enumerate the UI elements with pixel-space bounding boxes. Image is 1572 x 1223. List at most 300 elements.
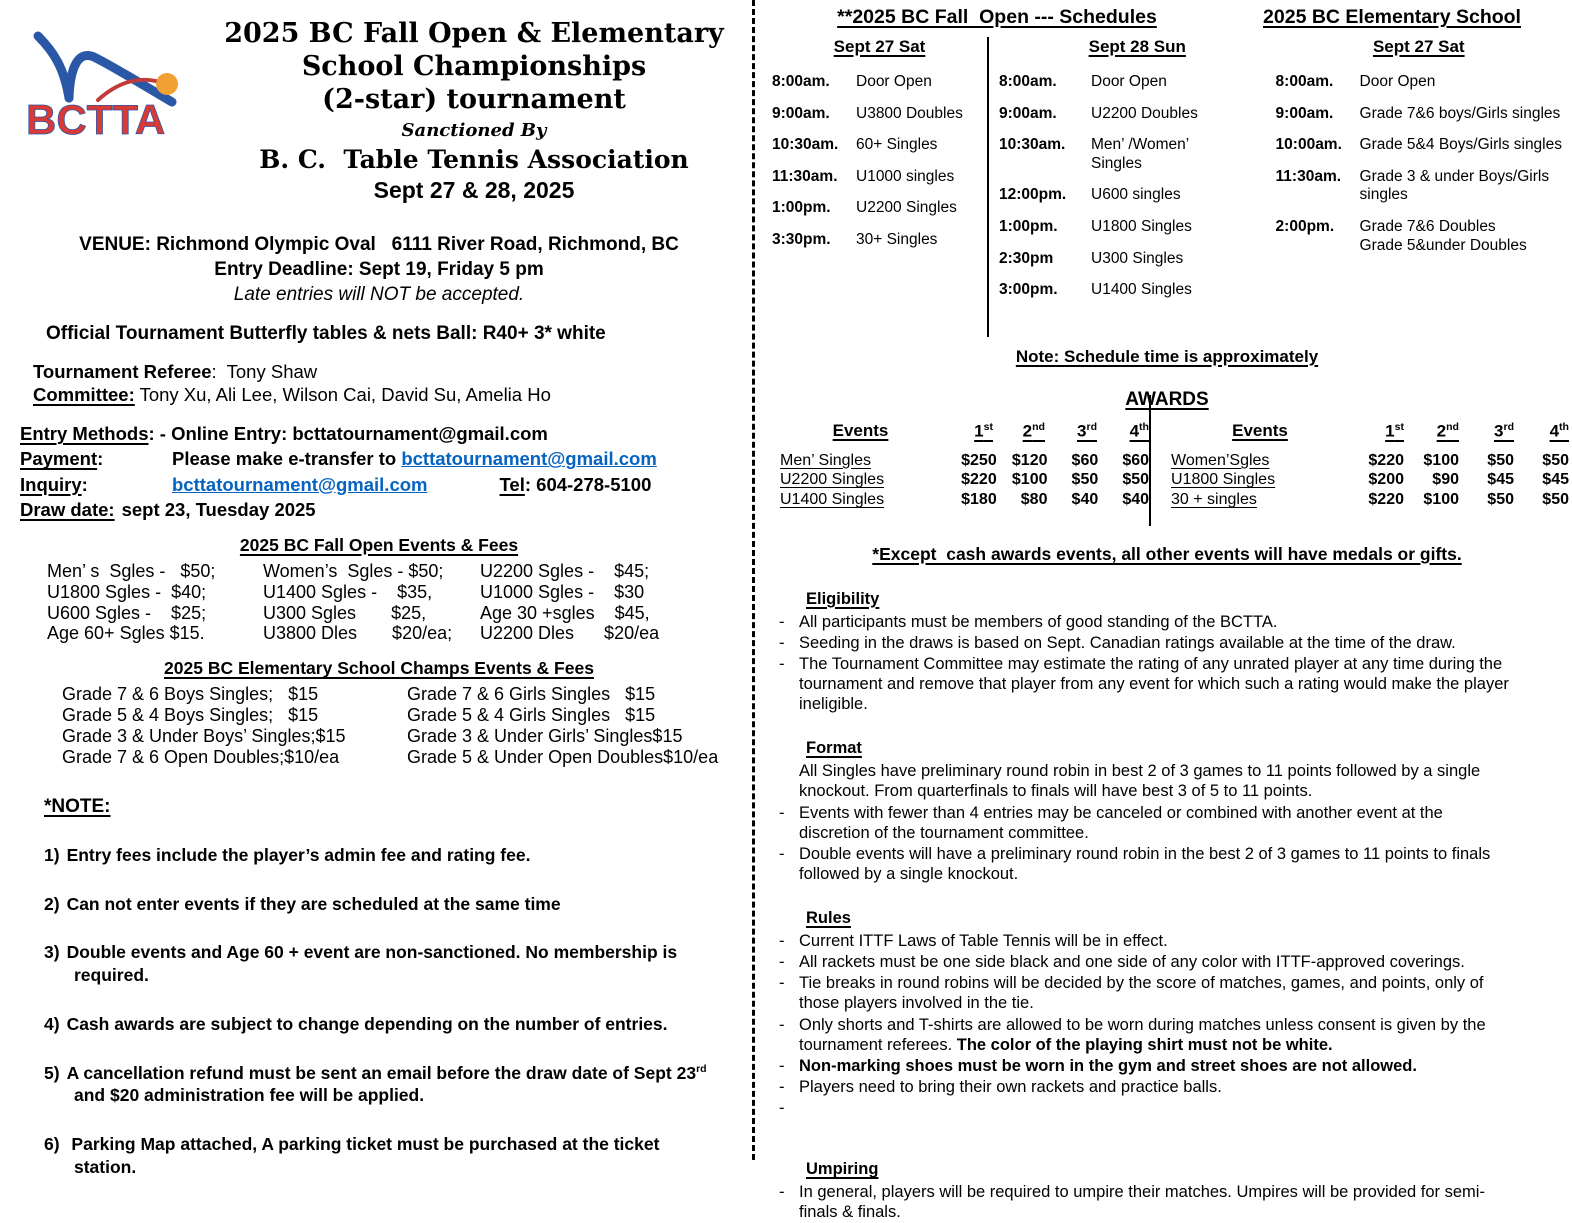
awards-row <box>1171 451 1569 471</box>
fee-cell: U1000 Sgles - $30 <box>480 581 645 602</box>
bullet-dash: - <box>779 844 785 863</box>
schedule-note: Note: Schedule time is approximately <box>1015 347 1319 366</box>
schedule-entry <box>772 73 987 92</box>
draw-date-line <box>20 498 738 521</box>
schedule-entry <box>999 186 1276 205</box>
rank-headers <box>1349 421 1569 442</box>
section-item <box>772 1056 1516 1076</box>
awards-header <box>1171 421 1569 442</box>
ball-icon <box>156 73 178 95</box>
committee-label: Committee: <box>33 384 135 406</box>
rules-sections <box>772 590 1562 1223</box>
fee-cell: Women’s Sgles - $50; <box>263 560 444 581</box>
section-item <box>772 654 1516 714</box>
award-event-name: U1800 Singles <box>1171 471 1276 489</box>
section-item <box>772 761 1516 801</box>
schedule-entries <box>999 73 1276 300</box>
schedule-event-line: U600 singles <box>1091 186 1181 204</box>
schedule-event <box>1091 73 1167 92</box>
section-item <box>772 633 1516 653</box>
awards-divider-line <box>1149 395 1151 526</box>
title-line-3: (2-star) tournament <box>322 83 626 115</box>
schedule-columns <box>772 37 1562 337</box>
section-item <box>772 952 1516 972</box>
bullet-dash: - <box>779 1183 785 1202</box>
rank-header: 3rd <box>1077 421 1097 441</box>
schedule-column <box>987 37 1276 337</box>
note-number: 6) <box>44 1134 60 1155</box>
section-item-text <box>799 633 1516 653</box>
schedule-time: 1:00pm. <box>772 199 831 217</box>
schedule-event <box>856 168 954 187</box>
section-item <box>772 1098 1516 1118</box>
schedule-event-line: U1400 Singles <box>1091 281 1192 299</box>
note-body: Double events and Age 60 + event are non-sanctioned. No membership is <box>66 942 678 963</box>
fee-cell: Grade 7 & 6 Open Doubles;$10/ea <box>62 746 340 767</box>
section-item <box>772 1182 1516 1222</box>
schedule-entry <box>999 73 1276 92</box>
note-continuation: required. <box>74 965 149 986</box>
schedule-event <box>1360 218 1527 255</box>
tournament-dates: Sept 27 & 28, 2025 <box>373 176 575 203</box>
payment-email-link[interactable]: bcttatournament@gmail.com <box>401 448 657 470</box>
schedule-entry <box>772 168 987 187</box>
fall-schedule-title: **2025 BC Fall Open --- Schedules <box>837 6 1157 28</box>
section-item-text <box>799 1182 1516 1222</box>
schedule-event-line: U300 Singles <box>1091 249 1184 267</box>
payment-colon: : <box>97 448 104 470</box>
item-text: Tie breaks in round robins will be decided by the score of matches, games, and points, only of those players involved in the tie. <box>799 974 1484 1013</box>
section-item-text <box>799 973 1516 1013</box>
award-amount: $60 <box>1122 451 1150 469</box>
bctta-logo <box>20 8 210 204</box>
entry-deadline: Entry Deadline: Sept 19, Friday 5 pm <box>214 258 544 280</box>
fee-row <box>47 603 738 624</box>
section-item <box>772 931 1516 951</box>
schedule-event-line: Door Open <box>1091 73 1167 90</box>
note-number: 4) <box>44 1013 60 1034</box>
fee-row <box>47 561 738 582</box>
note-item <box>44 844 738 867</box>
award-amount: $50 <box>1122 471 1150 489</box>
award-amount: $180 <box>961 491 997 508</box>
awards-table-right <box>1149 421 1569 510</box>
association-name: B. C. Table Tennis Association <box>259 144 689 174</box>
fee-cell: Grade 5 & Under Open Doubles$10/ea <box>407 746 719 767</box>
section-item-text <box>799 654 1516 714</box>
schedule-day-header: Sept 27 Sat <box>1372 37 1465 56</box>
section-items <box>772 1182 1516 1222</box>
equipment-line: Official Tournament Butterfly tables & nets Ball: R40+ 3* white <box>46 323 606 345</box>
schedule-event <box>1091 281 1192 300</box>
entry-methods-line <box>20 422 738 445</box>
schedule-event <box>1360 136 1562 155</box>
bullet-dash: - <box>779 974 785 993</box>
item-text: All participants must be members of good standing of the BCTTA. <box>799 612 1278 631</box>
award-amount: $220 <box>961 471 997 489</box>
schedule-entry <box>1276 168 1562 205</box>
venue-block <box>20 232 738 307</box>
schedule-entries <box>772 73 987 250</box>
note-item <box>44 1062 738 1108</box>
section-heading: Umpiring <box>806 1160 879 1179</box>
officials-block <box>20 360 738 406</box>
fall-fees-title: 2025 BC Fall Open Events & Fees <box>239 534 519 555</box>
bullet-dash: - <box>779 654 785 673</box>
rank-header: 2nd <box>1022 421 1045 441</box>
item-text-bold: The color of the playing shirt must not be white. <box>956 1035 1333 1054</box>
fee-cell: Grade 5 & 4 Boys Singles; $15 <box>62 705 319 726</box>
schedule-event <box>1360 73 1436 92</box>
rank-header: 3rd <box>1494 421 1514 441</box>
inquiry-label: Inquiry <box>20 473 82 495</box>
item-text: Current ITTF Laws of Table Tennis will be in effect. <box>799 932 1168 951</box>
rank-header: 4th <box>1549 421 1569 441</box>
note-continuation: and $20 administration fee will be applied. <box>74 1085 425 1106</box>
payment-text: Please make e-transfer to <box>172 448 402 470</box>
section-item-text <box>799 1015 1516 1055</box>
title-line-2: School Championships <box>301 50 647 82</box>
fee-row <box>62 726 738 747</box>
schedule-event-line2: Singles <box>1091 154 1142 172</box>
fee-cell: U600 Sgles - $25; <box>47 602 207 623</box>
fee-row <box>47 582 738 603</box>
draw-date-value: sept 23, Tuesday 2025 <box>121 498 316 520</box>
award-amount: $50 <box>1542 451 1569 469</box>
award-amount: $60 <box>1071 451 1099 469</box>
fee-cell: Men’ s Sgles - $50; <box>47 560 216 581</box>
elementary-schedule-title: 2025 BC Elementary School <box>1263 6 1521 28</box>
award-amount: $220 <box>1368 491 1404 508</box>
fee-cell: U3800 Dles $20/ea; <box>263 623 453 644</box>
awards-title: AWARDS <box>1125 389 1209 410</box>
schedule-titles <box>772 6 1562 29</box>
rank-headers <box>941 421 1149 442</box>
section <box>772 1160 1516 1222</box>
rank-header: 4th <box>1129 421 1149 441</box>
note-body: Can not enter events if they are scheduled at the same time <box>66 893 561 914</box>
award-amount: $45 <box>1487 471 1514 489</box>
item-text: Seeding in the draws is based on Sept. Canadian ratings available at the time of the draw. <box>799 633 1456 652</box>
note-item <box>44 1013 738 1036</box>
schedule-entry <box>1276 105 1562 124</box>
section-item <box>772 844 1516 884</box>
schedule-entry <box>999 250 1276 269</box>
award-amount: $100 <box>1423 451 1459 469</box>
schedule-time: 9:00am. <box>1275 104 1334 122</box>
awards-row <box>780 490 1149 510</box>
schedule-day-header: Sept 27 Sat <box>833 37 926 56</box>
schedule-event <box>856 199 957 218</box>
page-divider-dashed <box>752 0 755 1160</box>
committee-names: Tony Xu, Ali Lee, Wilson Cai, David Su, Amelia Ho <box>134 384 551 406</box>
section-heading: Rules <box>806 909 851 928</box>
schedule-time: 10:30am. <box>772 136 839 154</box>
section-items <box>772 612 1516 715</box>
right-column <box>772 6 1569 1223</box>
award-amount: $50 <box>1487 451 1514 469</box>
item-text: Double events will have a preliminary round robin in the best 2 of 3 games to 11 points to finals followed by a single knockout. <box>799 844 1491 883</box>
awards-row <box>780 470 1149 490</box>
note-number: 1) <box>44 844 60 865</box>
events-column-header: Events <box>1232 421 1288 440</box>
award-amount: $80 <box>1020 491 1048 508</box>
note-text <box>44 1133 738 1156</box>
item-text: Events with fewer than 4 entries may be canceled or combined with another event at the discretion of the tournament committee. <box>799 803 1443 842</box>
fee-row <box>62 747 738 768</box>
schedule-entry <box>999 105 1276 124</box>
section-item <box>772 803 1516 843</box>
section-item-text <box>799 1098 1516 1118</box>
venue-line: VENUE: Richmond Olympic Oval 6111 River Road, Richmond, BC <box>79 233 679 255</box>
schedule-event-line: 30+ Singles <box>856 230 938 248</box>
schedule-event-line: Door Open <box>1359 73 1436 90</box>
award-amount: $50 <box>1542 491 1569 508</box>
bullet-dash: - <box>779 1077 785 1096</box>
award-event-name: 30 + singles <box>1171 491 1257 508</box>
schedule-time: 11:30am. <box>1275 167 1342 185</box>
schedule-entry <box>772 199 987 218</box>
note-number: 5) <box>44 1062 60 1083</box>
note-number: 2) <box>44 893 60 914</box>
bullet-dash: - <box>779 932 785 951</box>
award-amount: $40 <box>1122 491 1150 508</box>
schedule-time: 10:30am. <box>999 136 1066 154</box>
section <box>772 590 1516 715</box>
schedule-event <box>856 136 937 155</box>
entry-methods-block <box>20 422 738 521</box>
schedule-event-line: Grade 7&6 boys/Girls singles <box>1359 104 1561 122</box>
elementary-fees-title: 2025 BC Elementary School Champs Events & Fees <box>164 658 594 679</box>
schedule-event <box>1091 186 1181 205</box>
award-event-name: U2200 Singles <box>780 471 885 489</box>
section-item <box>772 1077 1516 1097</box>
schedule-event <box>1091 136 1189 173</box>
schedule-time: 9:00am. <box>772 104 830 122</box>
note-text <box>44 941 738 964</box>
logo-text: BCTTA <box>26 96 166 143</box>
schedule-entry <box>772 231 987 250</box>
award-event-name: Women’Sgles <box>1171 451 1270 469</box>
schedule-time: 3:30pm. <box>772 230 831 248</box>
elementary-fees-table <box>20 684 738 768</box>
notes-title: *NOTE: <box>44 795 111 817</box>
bullet-dash <box>772 761 799 801</box>
payment-label: Payment <box>20 448 98 470</box>
fee-cell: Grade 5 & 4 Girls Singles $15 <box>407 705 656 726</box>
schedule-entry <box>772 136 987 155</box>
fee-cell: Age 60+ Sgles $15. <box>47 623 205 644</box>
award-event-name: Men’ Singles <box>780 451 872 469</box>
schedule-event <box>1091 105 1198 124</box>
award-amount: $220 <box>1368 451 1404 469</box>
item-text: The Tournament Committee may estimate the rating of any unrated player at any time during the tournament and remove that player from any event for which such a rating would make the player ineligible. <box>799 654 1509 714</box>
award-amount: $100 <box>1011 471 1048 489</box>
entry-methods-value: : - Online Entry: bcttatournament@gmail.com <box>148 423 548 445</box>
award-amount: $120 <box>1011 451 1048 469</box>
bullet-dash: - <box>779 1099 785 1118</box>
section-item-text <box>799 1056 1516 1076</box>
fee-cell: Age 30 +sgles $45, <box>480 602 650 623</box>
tel-number: : 604-278-5100 <box>524 473 652 495</box>
schedule-entry <box>1276 73 1562 92</box>
schedule-event <box>1360 105 1561 124</box>
fee-row <box>47 623 738 644</box>
fee-cell: U2200 Sgles - $45; <box>480 560 650 581</box>
schedule-time: 8:00am. <box>999 73 1057 90</box>
events-column-header: Events <box>832 421 889 440</box>
schedule-event <box>1091 218 1192 237</box>
section-item-text <box>799 612 1516 632</box>
sanctioned-by: Sanctioned By <box>401 119 547 141</box>
fee-cell: U2200 Dles $20/ea <box>480 623 660 644</box>
schedule-column <box>772 37 987 337</box>
section-item-text <box>799 1077 1516 1097</box>
rank-header: 2nd <box>1436 421 1459 441</box>
fall-fees-table <box>20 561 738 645</box>
item-text: Only shorts and T-shirts are allowed to be worn during matches unless consent is given by the tournament referees. <box>799 1015 1486 1054</box>
schedule-time: 9:00am. <box>999 104 1057 122</box>
schedule-entry <box>999 281 1276 300</box>
bullet-dash: - <box>779 1056 785 1075</box>
note-body: Parking Map attached, A parking ticket must be purchased at the ticket <box>66 1134 660 1155</box>
section-item <box>772 973 1516 1013</box>
referee-line <box>33 360 738 383</box>
section-heading: Eligibility <box>806 589 880 608</box>
flyer-header <box>20 8 738 204</box>
schedule-event-line2: Grade 5&under Doubles <box>1359 236 1527 254</box>
title-line-1: 2025 BC Fall Open & Elementary <box>224 18 724 49</box>
late-entries-note: Late entries will NOT be accepted. <box>233 283 525 305</box>
fee-cell: Grade 3 & Under Girls’ Singles$15 <box>407 726 683 747</box>
schedule-event-line: Door Open <box>856 73 932 90</box>
schedule-time: 12:00pm. <box>999 186 1067 204</box>
rank-header: 1st <box>974 421 993 441</box>
note-continuation: station. <box>74 1156 137 1177</box>
schedule-event-line: U2200 Doubles <box>1091 104 1198 122</box>
awards-row <box>1171 490 1569 510</box>
section-item-text <box>799 952 1516 972</box>
schedule-entry <box>999 136 1276 173</box>
fee-cell: Grade 7 & 6 Girls Singles $15 <box>407 684 656 705</box>
note-text <box>44 844 738 867</box>
award-amount: $40 <box>1071 491 1099 508</box>
award-amount: $250 <box>961 451 997 469</box>
item-text-bold: Non-marking shoes must be worn in the gym and street shoes are not allowed. <box>799 1056 1417 1075</box>
awards-row <box>780 451 1149 471</box>
note-body: A cancellation refund must be sent an email before the draw date of Sept 23 <box>66 1062 697 1083</box>
schedule-event-line: U2200 Singles <box>856 199 957 217</box>
inquiry-email-link[interactable]: bcttatournament@gmail.com <box>172 473 428 495</box>
schedule-event-line: U1000 singles <box>856 167 955 185</box>
awards-rows-left <box>780 451 1149 510</box>
awards-rows-right <box>1171 451 1569 510</box>
fee-cell: U300 Sgles $25, <box>263 602 427 623</box>
bullet-dash: - <box>779 953 785 972</box>
award-amount: $90 <box>1432 471 1459 489</box>
schedule-event-line: Grade 3 & under Boys/Girls <box>1359 167 1550 185</box>
schedule-day-header: Sept 28 Sun <box>1088 37 1186 56</box>
rank-header: 1st <box>1385 421 1404 441</box>
section-items <box>772 761 1516 884</box>
section-item-text <box>799 803 1516 843</box>
note-item <box>44 1133 738 1179</box>
award-event-name: U1400 Singles <box>780 491 885 508</box>
section-item <box>772 1015 1516 1055</box>
schedule-entry <box>772 105 987 124</box>
award-amount: $45 <box>1542 471 1569 489</box>
schedule-column <box>1276 37 1562 337</box>
table-tennis-racket-icon <box>20 26 200 144</box>
item-text: All Singles have preliminary round robin in best 2 of 3 games to 11 points followed by a single knockout. From quarterfinals to finals will have best 3 of 5 to 11 points. <box>799 762 1481 801</box>
schedule-event-line: U3800 Doubles <box>856 104 963 122</box>
section-items <box>772 931 1516 1118</box>
schedule-entries <box>1276 73 1562 255</box>
award-amount: $50 <box>1487 491 1514 508</box>
schedule-event-line: Grade 7&6 Doubles <box>1359 217 1496 235</box>
note-item <box>44 941 738 987</box>
section <box>772 909 1516 1118</box>
item-text: All rackets must be one side black and one side of any color with ITTF-approved coverings. <box>799 953 1465 972</box>
fee-cell: U1400 Sgles - $35, <box>263 581 433 602</box>
awards-header <box>780 421 1149 442</box>
tel-label: Tel <box>499 473 525 495</box>
item-text: In general, players will be required to umpire their matches. Umpires will be provided for semi-finals & finals. <box>799 1183 1485 1222</box>
section-item <box>772 612 1516 632</box>
award-amount: $100 <box>1423 491 1459 508</box>
note-text <box>44 893 738 916</box>
schedule-time: 10:00am. <box>1275 136 1342 154</box>
referee-name: : Tony Shaw <box>211 361 318 383</box>
inquiry-line <box>20 473 738 496</box>
schedule-entry <box>999 218 1276 237</box>
bullet-dash: - <box>779 612 785 631</box>
note-number: 3) <box>44 942 60 963</box>
bullet-dash: - <box>779 633 785 652</box>
awards-row <box>1171 470 1569 490</box>
payment-line <box>20 447 738 470</box>
page-title <box>210 18 738 117</box>
awards-table <box>772 421 1569 510</box>
note-text <box>44 1013 738 1036</box>
note-item <box>44 893 738 916</box>
title-block <box>210 8 738 204</box>
note-body: Cash awards are subject to change depending on the number of entries. <box>66 1013 668 1034</box>
section-heading: Format <box>806 739 862 758</box>
note-body: Entry fees include the player’s admin fee and rating fee. <box>66 844 531 865</box>
draw-date-label: Draw date: <box>20 498 115 520</box>
award-amount: $200 <box>1368 471 1404 489</box>
left-column <box>20 8 738 1179</box>
bullet-dash: - <box>779 1015 785 1034</box>
section <box>772 739 1516 884</box>
awards-exception-note: *Except cash awards events, all other events will have medals or gifts. <box>872 543 1462 564</box>
schedule-time: 11:30am. <box>772 167 838 185</box>
notes-list <box>20 844 738 1179</box>
referee-label: Tournament Referee <box>33 361 212 383</box>
entry-methods-label: Entry Methods <box>20 423 149 445</box>
schedule-event <box>856 231 937 250</box>
fee-cell: Grade 3 & Under Boys’ Singles;$15 <box>62 726 346 747</box>
section-item-text <box>799 844 1516 884</box>
schedule-event-line: Grade 5&4 Boys/Girls singles <box>1359 136 1562 154</box>
schedule-time: 3:00pm. <box>999 281 1058 299</box>
schedule-event <box>1091 250 1183 269</box>
bullet-dash: - <box>779 803 785 822</box>
committee-line <box>33 383 738 406</box>
inquiry-colon: : <box>81 473 88 495</box>
section-item-text <box>799 761 1516 801</box>
